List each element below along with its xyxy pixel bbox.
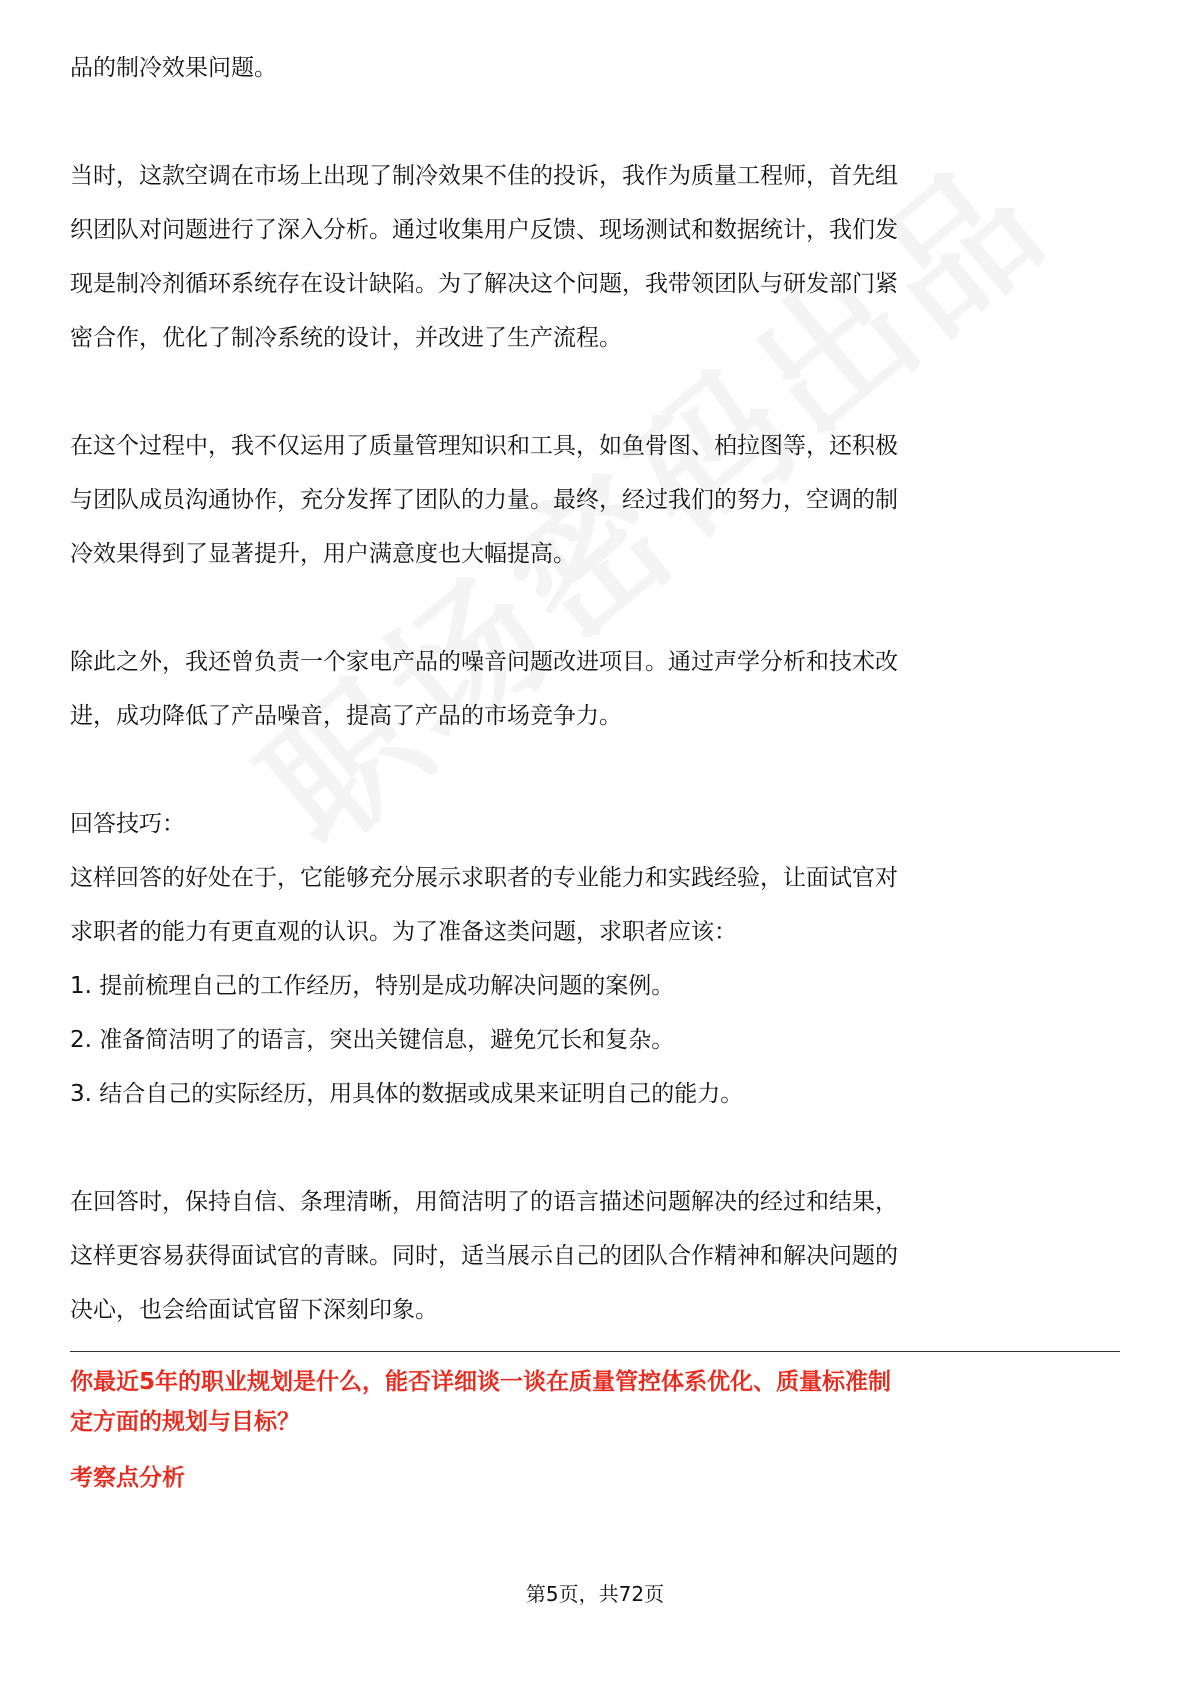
text-line: 求职者的能力有更直观的认识。为了准备这类问题，求职者应该：: [70, 919, 737, 945]
list-item: 1. 提前梳理自己的工作经历，特别是成功解决问题的案例。: [70, 973, 675, 999]
text-line: 冷效果得到了显著提升，用户满意度也大幅提高。: [70, 541, 576, 567]
text-line: 当时，这款空调在市场上出现了制冷效果不佳的投诉，我作为质量工程师，首先组: [70, 163, 898, 189]
closing-paragraph: [70, 1175, 1120, 1337]
page-footer: 第5页，共72页: [525, 1582, 665, 1606]
interview-question: [70, 1362, 1120, 1442]
text-line: 与团队成员沟通协作，充分发挥了团队的力量。最终，经过我们的努力，空调的制: [70, 487, 898, 513]
text-line: 这样更容易获得面试官的青睐。同时，适当展示自己的团队合作精神和解决问题的: [70, 1243, 898, 1269]
text-line: 在这个过程中，我不仅运用了质量管理知识和工具，如鱼骨图、柏拉图等，还积极: [70, 433, 898, 459]
text-line: 品的制冷效果问题。: [70, 55, 277, 81]
text-line: 决心，也会给面试官留下深刻印象。: [70, 1297, 438, 1323]
list-item: 2. 准备简洁明了的语言，突出关键信息，避免冗长和复杂。: [70, 1027, 675, 1053]
paragraph-3: [70, 419, 1120, 581]
text-line: 在回答时，保持自信、条理清晰，用简洁明了的语言描述问题解决的经过和结果，: [70, 1189, 898, 1215]
section-divider: [70, 1351, 1120, 1352]
tips-title: 回答技巧：: [70, 811, 185, 837]
text-line: 密合作，优化了制冷系统的设计，并改进了生产流程。: [70, 325, 622, 351]
question-line: 定方面的规划与目标？: [70, 1409, 300, 1435]
paragraph-4: [70, 635, 1120, 743]
text-line: 进，成功降低了产品噪音，提高了产品的市场竞争力。: [70, 703, 622, 729]
list-item: 3. 结合自己的实际经历，用具体的数据或成果来证明自己的能力。: [70, 1081, 744, 1107]
document-body: [70, 41, 1120, 1498]
text-line: 织团队对问题进行了深入分析。通过收集用户反馈、现场测试和数据统计，我们发: [70, 217, 898, 243]
text-line: 除此之外，我还曾负责一个家电产品的噪音问题改进项目。通过声学分析和技术改: [70, 649, 898, 675]
question-line: 你最近5年的职业规划是什么，能否详细谈一谈在质量管控体系优化、质量标准制: [70, 1369, 892, 1395]
text-line: 现是制冷剂循环系统存在设计缺陷。为了解决这个问题，我带领团队与研发部门紧: [70, 271, 898, 297]
paragraph-2: [70, 149, 1120, 365]
paragraph-1: [70, 41, 1120, 95]
tips-section: [70, 797, 1120, 1121]
analysis-heading: 考察点分析: [70, 1465, 185, 1491]
text-line: 这样回答的好处在于，它能够充分展示求职者的专业能力和实践经验，让面试官对: [70, 865, 898, 891]
